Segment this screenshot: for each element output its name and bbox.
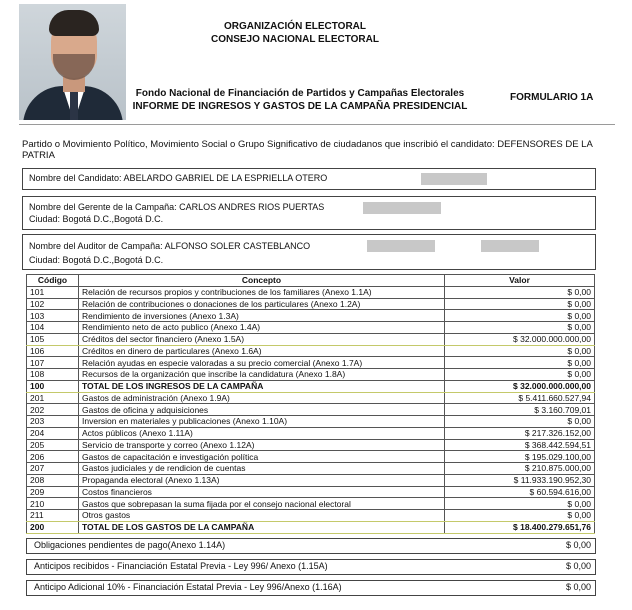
header-codigo: Código [27, 275, 79, 287]
row-value: $ 60.594.616,00 [445, 486, 595, 498]
table-row [27, 322, 595, 334]
fondo-line-1: Fondo Nacional de Financiación de Partidos y Campañas Electorales [135, 88, 465, 99]
row-value: $ 210.875.000,00 [445, 463, 595, 475]
obligaciones-value: $ 0,00 [565, 540, 591, 550]
row-code: 209 [27, 486, 79, 498]
row-value: $ 0,00 [445, 510, 595, 522]
row-concept: Relación ayudas en especie valoradas a su precio comercial (Anexo 1.7A) [79, 357, 445, 369]
row-code: 100 [27, 380, 79, 392]
table-row [27, 369, 595, 381]
total-ingresos-row [27, 380, 595, 392]
row-code: 108 [27, 369, 79, 381]
row-concept: TOTAL DE LOS GASTOS DE LA CAMPAÑA [79, 521, 445, 533]
table-row [27, 416, 595, 428]
obligaciones-label: Obligaciones pendientes de pago(Anexo 1.14A) [34, 540, 226, 550]
auditor-city: Ciudad: Bogotá D.C.,Bogotá D.C. [29, 255, 164, 265]
table-row [27, 463, 595, 475]
row-code: 200 [27, 521, 79, 533]
table-row-highlighted [27, 510, 595, 522]
table-row [27, 474, 595, 486]
anticipo-adicional-value: $ 0,00 [565, 582, 591, 592]
row-value: $ 0,00 [445, 298, 595, 310]
fondo-header [130, 87, 470, 113]
table-row-highlighted [27, 333, 595, 345]
partido-text: Partido o Movimiento Político, Movimiento Social o Grupo Significativo de ciudadanos que inscribió el candidato: DEFENSORES DE LA PATRIA [22, 139, 593, 161]
row-code: 210 [27, 498, 79, 510]
row-value: $ 0,00 [445, 286, 595, 298]
table-row [27, 345, 595, 357]
table-row [27, 404, 595, 416]
row-value: $ 5.411.660.527,94 [445, 392, 595, 404]
row-value: $ 217.326.152,00 [445, 427, 595, 439]
ingresos-gastos-table [26, 274, 595, 534]
gerente-box [22, 196, 596, 230]
row-concept: Costos financieros [79, 486, 445, 498]
row-value: $ 0,00 [445, 310, 595, 322]
row-concept: Rendimiento neto de acto publico (Anexo 1.4A) [79, 322, 445, 334]
row-code: 207 [27, 463, 79, 475]
row-code: 106 [27, 345, 79, 357]
table-header-row [27, 275, 595, 287]
anticipo-adicional-box [26, 580, 596, 596]
row-value: $ 32.000.000.000,00 [445, 333, 595, 345]
row-code: 103 [27, 310, 79, 322]
table-row [27, 392, 595, 404]
row-value: $ 0,00 [445, 322, 595, 334]
row-concept: Gastos de administración (Anexo 1.9A) [79, 392, 445, 404]
row-value: $ 0,00 [445, 416, 595, 428]
row-concept: Propaganda electoral (Anexo 1.13A) [79, 474, 445, 486]
row-value: $ 0,00 [445, 345, 595, 357]
row-concept: Recursos de la organización que inscribe la candidatura (Anexo 1.8A) [79, 369, 445, 381]
row-concept: Gastos de oficina y adquisiciones [79, 404, 445, 416]
row-concept: Gastos que sobrepasan la suma fijada por el consejo nacional electoral [79, 498, 445, 510]
row-value: $ 11.933.190.952,30 [445, 474, 595, 486]
auditor-box [22, 234, 596, 270]
auditor-name: Nombre del Auditor de Campaña: ALFONSO SOLER CASTEBLANCO [29, 241, 311, 251]
table-row [27, 286, 595, 298]
row-code: 205 [27, 439, 79, 451]
row-concept: TOTAL DE LOS INGRESOS DE LA CAMPAÑA [79, 380, 445, 392]
row-concept: Rendimiento de inversiones (Anexo 1.3A) [79, 310, 445, 322]
fondo-line-2: INFORME DE INGRESOS Y GASTOS DE LA CAMPAÑA PRESIDENCIAL [132, 101, 468, 112]
row-value: $ 0,00 [445, 369, 595, 381]
row-concept: Servicio de transporte y correo (Anexo 1.12A) [79, 439, 445, 451]
redaction-block [421, 173, 487, 185]
redaction-block [481, 240, 539, 252]
row-concept: Relación de contribuciones o donaciones de los particulares (Anexo 1.2A) [79, 298, 445, 310]
row-value: $ 32.000.000.000,00 [445, 380, 595, 392]
header-valor: Valor [445, 275, 595, 287]
row-value: $ 0,00 [445, 498, 595, 510]
row-concept: Inversion en materiales y publicaciones (Anexo 1.10A) [79, 416, 445, 428]
candidato-box [22, 168, 596, 190]
row-code: 105 [27, 333, 79, 345]
row-concept: Gastos judiciales y de rendicion de cuentas [79, 463, 445, 475]
form-code: FORMULARIO 1A [510, 92, 594, 103]
gerente-city: Ciudad: Bogotá D.C.,Bogotá D.C. [29, 214, 164, 224]
org-header [180, 20, 410, 46]
row-code: 208 [27, 474, 79, 486]
candidato-name: Nombre del Candidato: ABELARDO GABRIEL DE LA ESPRIELLA OTERO [29, 173, 328, 183]
header-concepto: Concepto [79, 275, 445, 287]
row-value: $ 3.160.709,01 [445, 404, 595, 416]
anticipos-value: $ 0,00 [565, 561, 591, 571]
row-code: 202 [27, 404, 79, 416]
table-row [27, 486, 595, 498]
table-row [27, 451, 595, 463]
org-line-2: CONSEJO NACIONAL ELECTORAL [211, 34, 379, 45]
row-code: 104 [27, 322, 79, 334]
row-value: $ 368.442.594,51 [445, 439, 595, 451]
row-concept: Relación de recursos propios y contribuciones de los familiares (Anexo 1.1A) [79, 286, 445, 298]
table-row [27, 439, 595, 451]
row-code: 206 [27, 451, 79, 463]
row-code: 201 [27, 392, 79, 404]
header-separator [19, 124, 615, 125]
row-concept: Gastos de capacitación e investigación política [79, 451, 445, 463]
row-value: $ 195.029.100,00 [445, 451, 595, 463]
redaction-block [367, 240, 435, 252]
row-concept: Créditos en dinero de particulares (Anexo 1.6A) [79, 345, 445, 357]
redaction-block [363, 202, 441, 214]
row-code: 107 [27, 357, 79, 369]
row-concept: Otros gastos [79, 510, 445, 522]
candidate-photo [19, 4, 126, 120]
table-row [27, 310, 595, 322]
row-code: 102 [27, 298, 79, 310]
table-row [27, 498, 595, 510]
gerente-name: Nombre del Gerente de la Campaña: CARLOS ANDRES RIOS PUERTAS [29, 202, 325, 212]
row-value: $ 0,00 [445, 357, 595, 369]
anticipos-label: Anticipos recibidos - Financiación Estatal Previa - Ley 996/ Anexo (1.15A) [34, 561, 328, 571]
row-value: $ 18.400.279.651,76 [445, 521, 595, 533]
total-gastos-row [27, 521, 595, 533]
row-code: 203 [27, 416, 79, 428]
row-concept: Actos públicos (Anexo 1.11A) [79, 427, 445, 439]
org-line-1: ORGANIZACIÓN ELECTORAL [223, 21, 367, 32]
row-code: 211 [27, 510, 79, 522]
table-row [27, 357, 595, 369]
anticipos-box [26, 559, 596, 575]
table-row [27, 298, 595, 310]
table-row [27, 427, 595, 439]
anticipo-adicional-label: Anticipo Adicional 10% - Financiación Estatal Previa - Ley 996/Anexo (1.16A) [34, 582, 342, 592]
row-concept: Créditos del sector financiero (Anexo 1.5A) [79, 333, 445, 345]
row-code: 101 [27, 286, 79, 298]
row-code: 204 [27, 427, 79, 439]
obligaciones-box [26, 538, 596, 554]
